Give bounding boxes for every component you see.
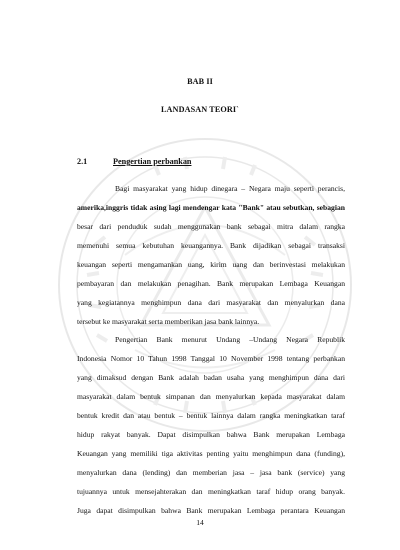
paragraph-line: tersebut ke masyarakat serta memberikan jasa bank lainnya. xyxy=(77,317,260,326)
paragraph-line: Indonesia Nomor 10 Tahun 1998 Tanggal 10 November 1998 tentang perbankan xyxy=(77,354,345,363)
paragraph-line: Pengertian Bank menurut Undang –Undang Negara Republik xyxy=(115,335,345,344)
paragraph-line: Juga dapat disimpulkan bahwa Bank merupakan Lembaga perantara Keuangan xyxy=(77,506,345,515)
section-title: Pengertian perbankan xyxy=(113,157,192,166)
paragraph-line: menyalurkan dana (lending) dan memberian jasa – jasa bank (service) yang xyxy=(77,468,345,477)
paragraph-line: pembayaran dan melakukan penagihan. Bank merupakan Lembaga Keuangan xyxy=(77,279,345,288)
section-number: 2.1 xyxy=(77,157,88,166)
paragraph-line: besar dari penduduk sudah menggunakan bank sebagai mitra dalam rangka xyxy=(77,222,345,231)
page-number: 14 xyxy=(196,518,204,527)
paragraph-line: amerika,inggris tidak asing lagi mendengar kata "Bank" atau sebutkan, sebagian xyxy=(77,203,345,212)
paragraph-line: keuangan seperti mengamankan uang, kirim uang dan berinvestasi melakukan xyxy=(77,260,345,269)
paragraph-line: Keuangan yang memiliki tiga aktivitas penting yaitu menghimpun dana (funding), xyxy=(77,449,345,458)
paragraph-line: tujuannya untuk mensejahterakan dan meningkatkan taraf hidup orang banyak. xyxy=(77,487,345,496)
paragraph-line: memenuhi semua kebutuhan keuangannya. Bank dijadikan sebagai transaksi xyxy=(77,241,345,250)
paragraph-line: masyarakat dalam bentuk simpanan dan menyalurkan kepada masyarakat dalam xyxy=(77,392,345,401)
paragraph-line: Bagi masyarakat yang hidup dinegara – Negara maju seperti perancis, xyxy=(115,184,345,193)
section-heading xyxy=(77,157,191,166)
paragraph-line: bentuk kredit dan atau bentuk – bentuk lainnya dalam rangka meningkatkan taraf xyxy=(77,411,345,420)
paragraph-line: hidup rakyat banyak. Dapat disimpulkan bahwa Bank merupakan Lembaga xyxy=(77,430,345,439)
paragraph-line: yang dimaksud dengan Bank adalah badan usaha yang menghimpun dana dari xyxy=(77,373,345,382)
chapter-heading: BAB II xyxy=(187,77,213,86)
paragraph-line: yang kegiatannya menghimpun dana dari masyarakat dan menyalurkan dana xyxy=(77,298,345,307)
chapter-title: LANDASAN TEORI` xyxy=(160,105,239,114)
